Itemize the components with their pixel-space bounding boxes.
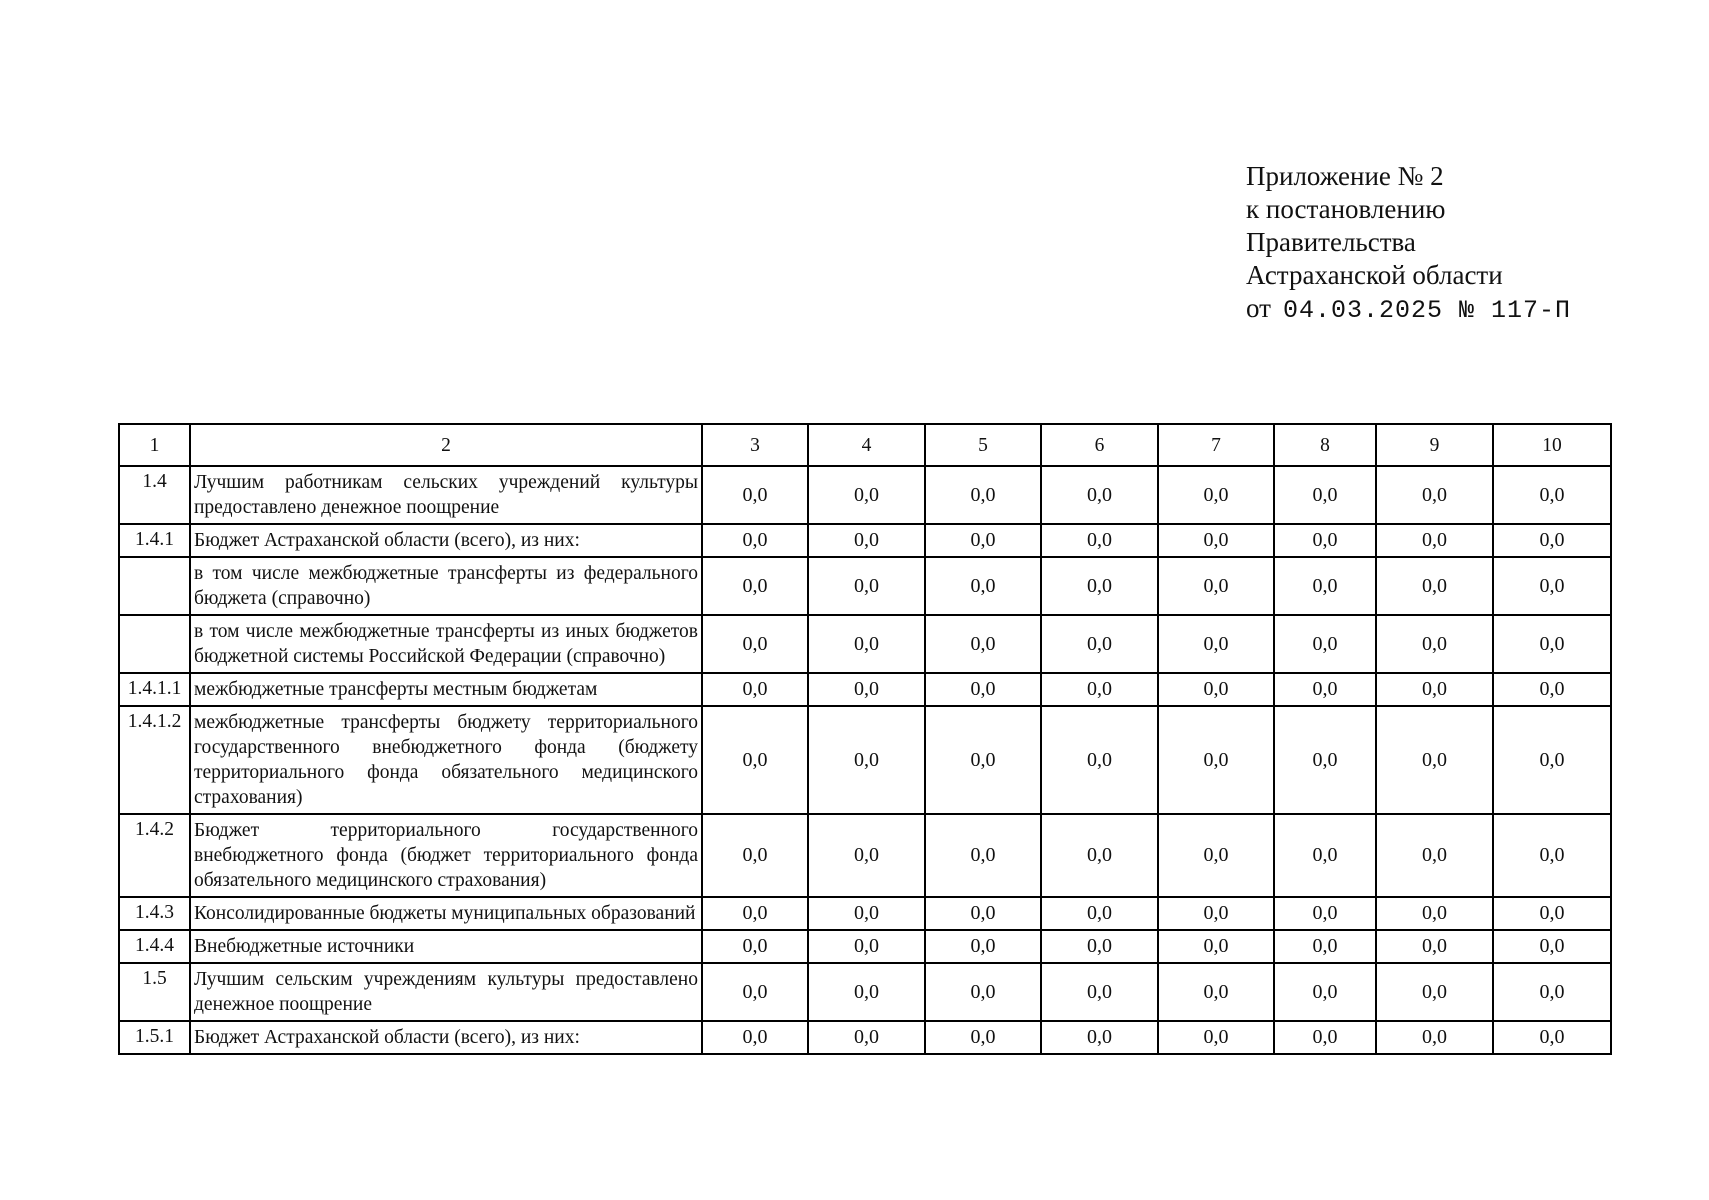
value-cell: 0,0 xyxy=(925,963,1041,1021)
value-cell: 0,0 xyxy=(1376,963,1493,1021)
column-header: 4 xyxy=(808,424,925,466)
value-cell: 0,0 xyxy=(1376,466,1493,524)
table-row xyxy=(119,897,1611,930)
row-number xyxy=(119,615,190,673)
value-cell: 0,0 xyxy=(1041,557,1158,615)
value-cell: 0,0 xyxy=(1493,963,1611,1021)
value-cell: 0,0 xyxy=(1041,963,1158,1021)
appendix-date-prefix: от xyxy=(1246,293,1271,323)
value-cell: 0,0 xyxy=(702,706,808,814)
budget-table xyxy=(118,423,1612,1055)
value-cell: 0,0 xyxy=(808,673,925,706)
value-cell: 0,0 xyxy=(1274,615,1376,673)
value-cell: 0,0 xyxy=(1041,897,1158,930)
value-cell: 0,0 xyxy=(1041,706,1158,814)
value-cell: 0,0 xyxy=(702,897,808,930)
row-number: 1.4.1.2 xyxy=(119,706,190,814)
value-cell: 0,0 xyxy=(1158,673,1274,706)
value-cell: 0,0 xyxy=(1274,930,1376,963)
value-cell: 0,0 xyxy=(925,673,1041,706)
value-cell: 0,0 xyxy=(1274,466,1376,524)
value-cell: 0,0 xyxy=(808,615,925,673)
row-description: Лучшим работникам сельских учреждений культуры предоставлено денежное поощрение xyxy=(190,466,702,524)
table-row xyxy=(119,1021,1611,1054)
column-header: 8 xyxy=(1274,424,1376,466)
value-cell: 0,0 xyxy=(702,814,808,897)
value-cell: 0,0 xyxy=(1158,524,1274,557)
column-header: 7 xyxy=(1158,424,1274,466)
appendix-date-number: 04.03.2025 № 117-П xyxy=(1282,296,1571,325)
table-row xyxy=(119,524,1611,557)
value-cell: 0,0 xyxy=(1158,615,1274,673)
row-number: 1.4 xyxy=(119,466,190,524)
value-cell: 0,0 xyxy=(1274,814,1376,897)
row-description: Бюджет Астраханской области (всего), из них: xyxy=(190,524,702,557)
value-cell: 0,0 xyxy=(925,615,1041,673)
value-cell: 0,0 xyxy=(1274,1021,1376,1054)
value-cell: 0,0 xyxy=(1274,963,1376,1021)
value-cell: 0,0 xyxy=(925,897,1041,930)
value-cell: 0,0 xyxy=(808,814,925,897)
value-cell: 0,0 xyxy=(1493,466,1611,524)
row-description: Консолидированные бюджеты муниципальных образований xyxy=(190,897,702,930)
value-cell: 0,0 xyxy=(1493,1021,1611,1054)
table-row xyxy=(119,466,1611,524)
value-cell: 0,0 xyxy=(1158,963,1274,1021)
table-row xyxy=(119,706,1611,814)
value-cell: 0,0 xyxy=(702,1021,808,1054)
value-cell: 0,0 xyxy=(808,930,925,963)
value-cell: 0,0 xyxy=(1376,1021,1493,1054)
column-header: 6 xyxy=(1041,424,1158,466)
value-cell: 0,0 xyxy=(702,524,808,557)
value-cell: 0,0 xyxy=(1274,897,1376,930)
row-description: в том числе межбюджетные трансферты из федерального бюджета (справочно) xyxy=(190,557,702,615)
value-cell: 0,0 xyxy=(925,814,1041,897)
table-row xyxy=(119,557,1611,615)
row-description: Внебюджетные источники xyxy=(190,930,702,963)
table-row xyxy=(119,814,1611,897)
value-cell: 0,0 xyxy=(1041,930,1158,963)
column-header: 3 xyxy=(702,424,808,466)
value-cell: 0,0 xyxy=(1493,930,1611,963)
column-header: 1 xyxy=(119,424,190,466)
value-cell: 0,0 xyxy=(702,615,808,673)
value-cell: 0,0 xyxy=(925,557,1041,615)
value-cell: 0,0 xyxy=(1041,524,1158,557)
value-cell: 0,0 xyxy=(808,557,925,615)
value-cell: 0,0 xyxy=(1041,466,1158,524)
value-cell: 0,0 xyxy=(702,557,808,615)
value-cell: 0,0 xyxy=(925,1021,1041,1054)
value-cell: 0,0 xyxy=(1158,1021,1274,1054)
value-cell: 0,0 xyxy=(1493,706,1611,814)
table-row xyxy=(119,930,1611,963)
value-cell: 0,0 xyxy=(808,706,925,814)
column-header: 10 xyxy=(1493,424,1611,466)
column-header: 9 xyxy=(1376,424,1493,466)
value-cell: 0,0 xyxy=(1376,897,1493,930)
value-cell: 0,0 xyxy=(808,524,925,557)
value-cell: 0,0 xyxy=(702,673,808,706)
row-description: межбюджетные трансферты местным бюджетам xyxy=(190,673,702,706)
appendix-header xyxy=(1246,160,1571,327)
column-header: 5 xyxy=(925,424,1041,466)
row-number: 1.4.2 xyxy=(119,814,190,897)
value-cell: 0,0 xyxy=(1376,615,1493,673)
value-cell: 0,0 xyxy=(1041,615,1158,673)
value-cell: 0,0 xyxy=(1158,814,1274,897)
table-row xyxy=(119,673,1611,706)
value-cell: 0,0 xyxy=(1376,557,1493,615)
value-cell: 0,0 xyxy=(808,1021,925,1054)
value-cell: 0,0 xyxy=(808,466,925,524)
value-cell: 0,0 xyxy=(1041,814,1158,897)
table-row xyxy=(119,963,1611,1021)
value-cell: 0,0 xyxy=(1158,466,1274,524)
row-number: 1.4.1.1 xyxy=(119,673,190,706)
value-cell: 0,0 xyxy=(1493,673,1611,706)
appendix-line-government: Правительства xyxy=(1246,227,1416,257)
row-description: Бюджет территориального государственного внебюджетного фонда (бюджет территориального фонда обязательного медицинского страхования) xyxy=(190,814,702,897)
row-description: в том числе межбюджетные трансферты из иных бюджетов бюджетной системы Российской Федерации (справочно) xyxy=(190,615,702,673)
value-cell: 0,0 xyxy=(1376,814,1493,897)
value-cell: 0,0 xyxy=(1158,930,1274,963)
value-cell: 0,0 xyxy=(1493,557,1611,615)
appendix-line-region: Астраханской области xyxy=(1246,260,1503,290)
value-cell: 0,0 xyxy=(1376,673,1493,706)
value-cell: 0,0 xyxy=(1493,524,1611,557)
value-cell: 0,0 xyxy=(1158,706,1274,814)
value-cell: 0,0 xyxy=(1041,673,1158,706)
row-description: Лучшим сельским учреждениям культуры предоставлено денежное поощрение xyxy=(190,963,702,1021)
value-cell: 0,0 xyxy=(702,963,808,1021)
value-cell: 0,0 xyxy=(1041,1021,1158,1054)
value-cell: 0,0 xyxy=(1376,930,1493,963)
value-cell: 0,0 xyxy=(1274,524,1376,557)
value-cell: 0,0 xyxy=(1158,557,1274,615)
value-cell: 0,0 xyxy=(808,897,925,930)
value-cell: 0,0 xyxy=(1274,706,1376,814)
row-number: 1.4.1 xyxy=(119,524,190,557)
row-number: 1.4.4 xyxy=(119,930,190,963)
value-cell: 0,0 xyxy=(1376,706,1493,814)
value-cell: 0,0 xyxy=(1493,814,1611,897)
row-number: 1.4.3 xyxy=(119,897,190,930)
column-header: 2 xyxy=(190,424,702,466)
value-cell: 0,0 xyxy=(808,963,925,1021)
row-number xyxy=(119,557,190,615)
table-row xyxy=(119,615,1611,673)
table-header-row xyxy=(119,424,1611,466)
value-cell: 0,0 xyxy=(1274,673,1376,706)
value-cell: 0,0 xyxy=(1376,524,1493,557)
value-cell: 0,0 xyxy=(1158,897,1274,930)
value-cell: 0,0 xyxy=(1274,557,1376,615)
value-cell: 0,0 xyxy=(925,524,1041,557)
row-description: Бюджет Астраханской области (всего), из них: xyxy=(190,1021,702,1054)
row-number: 1.5.1 xyxy=(119,1021,190,1054)
value-cell: 0,0 xyxy=(1493,615,1611,673)
value-cell: 0,0 xyxy=(702,930,808,963)
value-cell: 0,0 xyxy=(702,466,808,524)
row-number: 1.5 xyxy=(119,963,190,1021)
appendix-date-line xyxy=(1246,292,1571,327)
appendix-line-resolution: к постановлению xyxy=(1246,194,1446,224)
row-description: межбюджетные трансферты бюджету территориального государственного внебюджетного фонда (бюджету территориального фонда обязательного медицинского страхования) xyxy=(190,706,702,814)
value-cell: 0,0 xyxy=(925,466,1041,524)
value-cell: 0,0 xyxy=(925,706,1041,814)
value-cell: 0,0 xyxy=(1493,897,1611,930)
appendix-title: Приложение № 2 xyxy=(1246,161,1444,191)
value-cell: 0,0 xyxy=(925,930,1041,963)
